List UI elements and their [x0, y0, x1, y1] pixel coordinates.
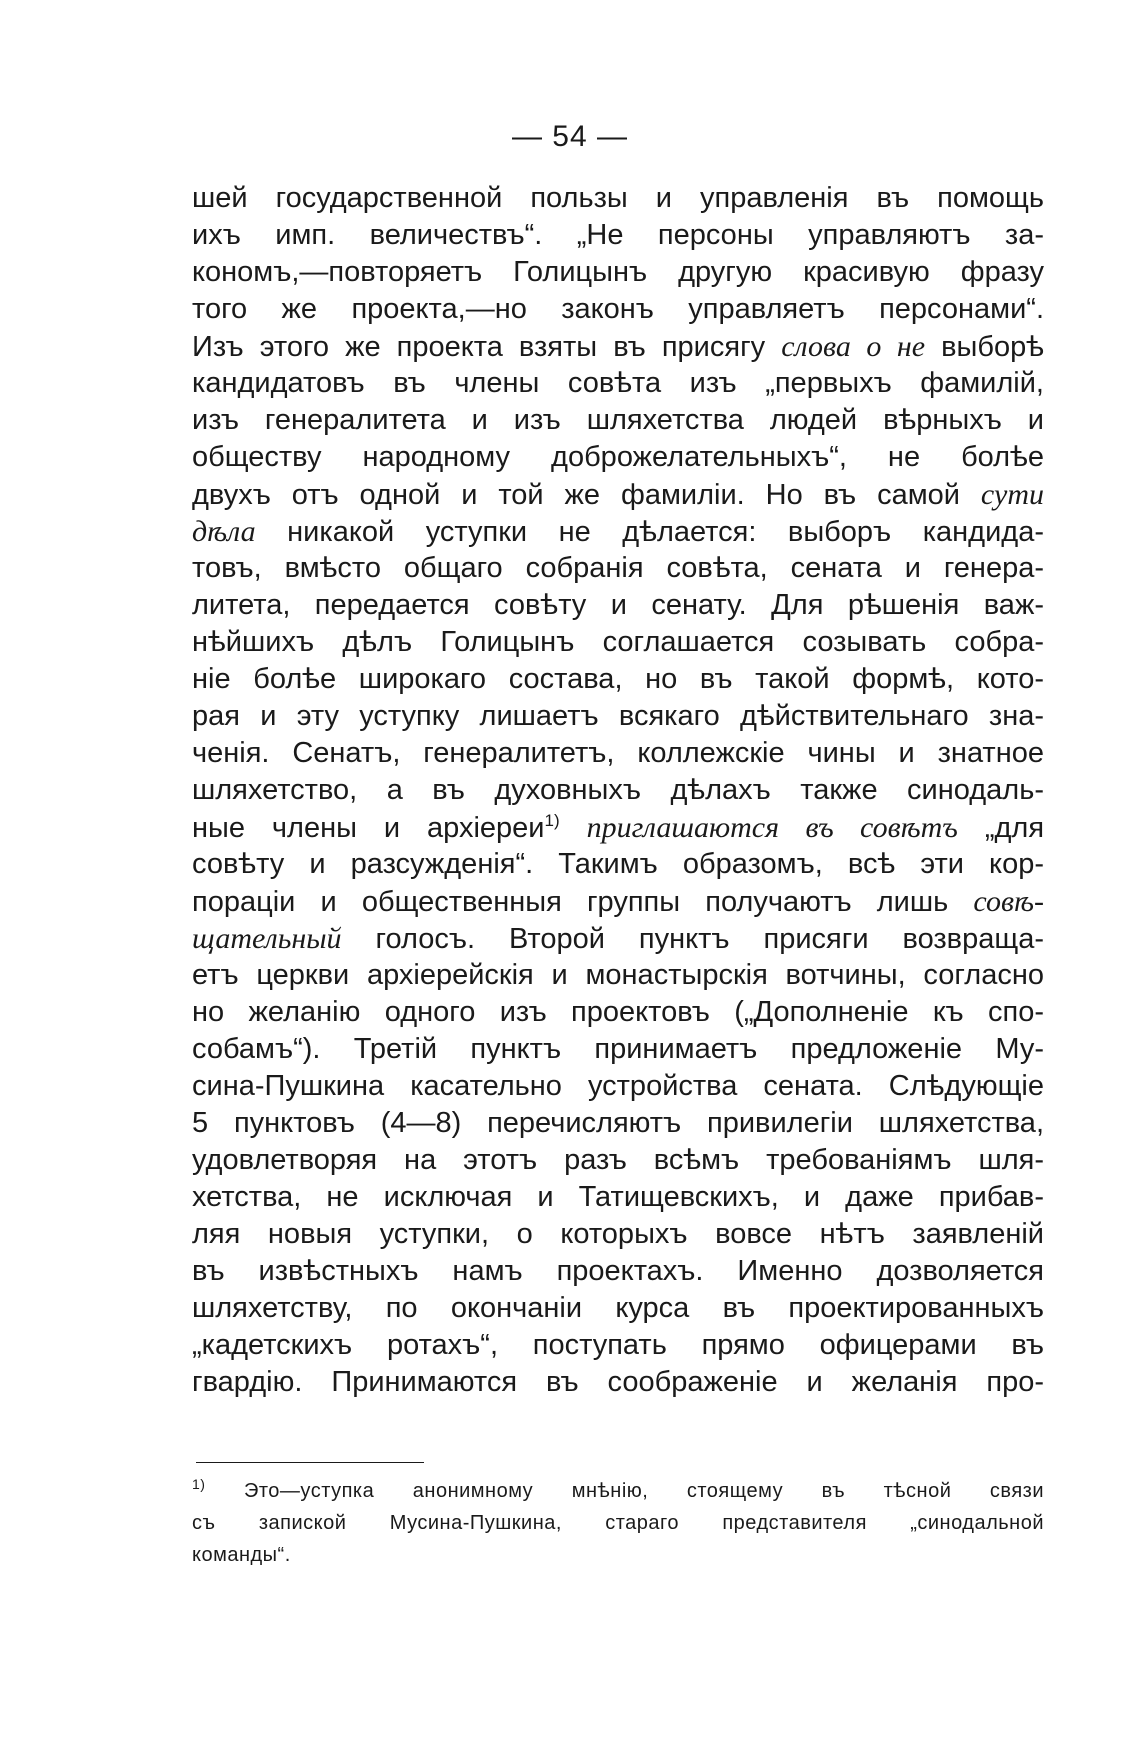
- text-run: шляхетству, по окончаніи курса въ проектированныхъ: [192, 1292, 1044, 1324]
- text-run: сина-Пушкина касательно устройства сената. Слѣдующіе: [192, 1070, 1044, 1102]
- text-line: [192, 809, 1044, 846]
- text-line: [192, 920, 1044, 957]
- italic-phrase: приглашаются въ совѣтъ: [586, 811, 958, 844]
- text-run: совѣту и разсужденія“. Такимъ образомъ, всѣ эти кор-: [192, 848, 1044, 880]
- text-run: „кадетскихъ ротахъ“, поступать прямо офицерами въ: [192, 1329, 1044, 1361]
- text-line: [192, 550, 1044, 587]
- text-run: хетства, не исключая и Татищевскихъ, и даже прибав-: [192, 1181, 1044, 1213]
- text-line: [192, 698, 1044, 735]
- text-run: команды“.: [192, 1544, 291, 1566]
- body-text: [192, 180, 1044, 1401]
- text-run: ченія. Сенатъ, генералитетъ, коллежскіе чины и знатное: [192, 737, 1044, 769]
- text-line: [192, 1290, 1044, 1327]
- text-line: [192, 883, 1044, 920]
- footnote-separator: [196, 1462, 424, 1463]
- text-run: литета, передается совѣту и сенату. Для рѣшенія важ-: [192, 589, 1044, 621]
- text-run: шляхетство, а въ духовныхъ дѣлахъ также синодаль-: [192, 774, 1044, 806]
- footnote-line: [192, 1475, 1044, 1507]
- text-line: [192, 291, 1044, 328]
- text-run: рая и эту уступку лишаетъ всякаго дѣйствительнаго зна-: [192, 700, 1044, 732]
- text-line: [192, 735, 1044, 772]
- text-run: ніе болѣе широкаго состава, но въ такой формѣ, кото-: [192, 663, 1044, 695]
- text-run: 5 пунктовъ (4—8) перечисляютъ привилегіи шляхетства,: [192, 1107, 1044, 1139]
- footnote-line: [192, 1507, 1044, 1539]
- footnote: [192, 1475, 1044, 1571]
- text-run: собамъ“). Третій пунктъ принимаетъ предложеніе Му-: [192, 1033, 1044, 1065]
- text-run: Это—уступка анонимному мнѣнію, стоящему въ тѣсной связи: [205, 1480, 1044, 1502]
- text-run: товъ, вмѣсто общаго собранія совѣта, сената и генера-: [192, 552, 1044, 584]
- text-line: [192, 624, 1044, 661]
- text-line: [192, 476, 1044, 513]
- text-run: но желанію одного изъ проектовъ („Дополненіе къ спо-: [192, 996, 1044, 1028]
- text-run: голосъ. Второй пунктъ присяги возвраща-: [341, 923, 1044, 955]
- text-run: удовлетворяя на этотъ разъ всѣмъ требованіямъ шля-: [192, 1144, 1044, 1176]
- text-run: двухъ отъ одной и той же фамиліи. Но въ самой: [192, 479, 981, 511]
- text-run: ляя новыя уступки, о которыхъ вовсе нѣтъ заявленій: [192, 1218, 1044, 1250]
- text-run: того же проекта,—но законъ управляетъ персонами“.: [192, 293, 1044, 325]
- text-line: [192, 1216, 1044, 1253]
- text-line: [192, 513, 1044, 550]
- text-line: [192, 180, 1044, 217]
- italic-phrase: совѣ-: [973, 885, 1044, 918]
- footnote-marker: 1): [192, 1476, 206, 1492]
- text-run: нѣйшихъ дѣлъ Голицынъ соглашается созывать собра-: [192, 626, 1044, 658]
- text-line: [192, 439, 1044, 476]
- text-line: [192, 365, 1044, 402]
- italic-phrase: слова о не: [781, 330, 926, 363]
- italic-phrase: дѣла: [192, 515, 256, 548]
- text-line: [192, 328, 1044, 365]
- text-run: етъ церкви архіерейскія и монастырскія вотчины, согласно: [192, 959, 1044, 991]
- text-run: кономъ,—повторяетъ Голицынъ другую красивую фразу: [192, 256, 1044, 288]
- text-run: пораціи и общественныя группы получаютъ лишь: [192, 886, 974, 918]
- text-line: [192, 846, 1044, 883]
- text-line: [192, 1179, 1044, 1216]
- footnote-marker: 1): [544, 811, 560, 830]
- text-run: съ запиской Мусина-Пушкина, стараго представителя „синодальной: [192, 1512, 1044, 1534]
- text-line: [192, 1253, 1044, 1290]
- text-line: [192, 957, 1044, 994]
- text-run: шей государственной пользы и управленія въ помощь: [192, 182, 1044, 214]
- text-line: [192, 1068, 1044, 1105]
- text-line: [192, 772, 1044, 809]
- italic-phrase: сути: [980, 478, 1044, 511]
- footnote-line: [192, 1539, 1044, 1571]
- text-run: въ извѣстныхъ намъ проектахъ. Именно дозволяется: [192, 1255, 1044, 1287]
- text-line: [192, 1105, 1044, 1142]
- text-line: [192, 1327, 1044, 1364]
- page-number: — 54 —: [511, 120, 629, 153]
- text-line: [192, 994, 1044, 1031]
- text-run: кандидатовъ въ члены совѣта изъ „первыхъ фамилій,: [192, 367, 1044, 399]
- text-line: [192, 254, 1044, 291]
- text-run: выборѣ: [925, 331, 1045, 363]
- text-run: [560, 812, 587, 844]
- text-run: ные члены и архіереи: [192, 812, 545, 844]
- text-line: [192, 1142, 1044, 1179]
- text-line: [192, 587, 1044, 624]
- text-line: [192, 402, 1044, 439]
- text-run: Изъ этого же проекта взяты въ присягу: [192, 331, 782, 363]
- text-run: никакой уступки не дѣлается: выборъ кандида-: [255, 516, 1044, 548]
- text-line: [192, 1031, 1044, 1068]
- italic-phrase: щательный: [192, 922, 342, 955]
- text-line: [192, 1364, 1044, 1401]
- text-run: ихъ имп. величествъ“. „Не персоны управляютъ за-: [192, 219, 1044, 251]
- text-run: изъ генералитета и изъ шляхетства людей вѣрныхъ и: [192, 404, 1044, 436]
- text-run: гвардію. Принимаются въ соображеніе и желанія про-: [192, 1366, 1044, 1398]
- text-line: [192, 661, 1044, 698]
- text-run: „для: [957, 812, 1045, 844]
- text-line: [192, 217, 1044, 254]
- text-run: обществу народному доброжелательныхъ“, не болѣе: [192, 441, 1044, 473]
